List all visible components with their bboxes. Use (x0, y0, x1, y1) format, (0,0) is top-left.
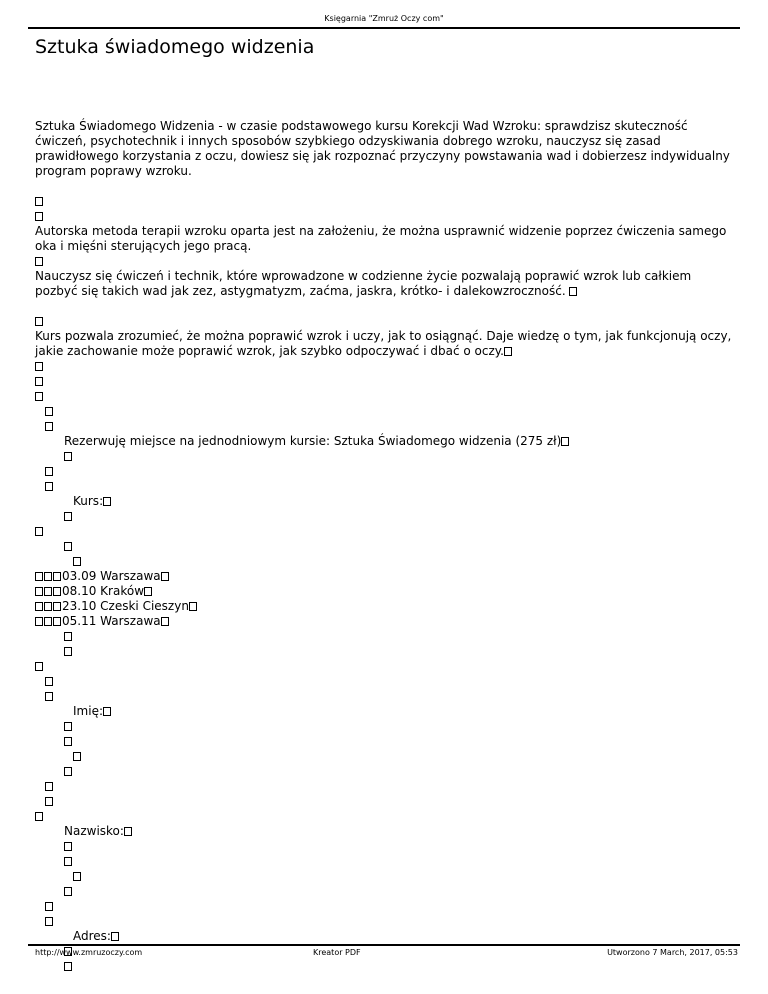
course-paragraph: Kurs pozwala zrozumieć, że można poprawić wzrok i uczy, jak to osiągnąć. Daje wiedzę o tym, jak funkcjonują oczy, jakie zachowanie może poprawić wzrok, jak szybko odpoczywać i dbać o oczy. (35, 329, 732, 358)
intro-paragraph: Sztuka Świadomego Widzenia - w czasie podstawowego kursu Korekcji Wad Wzroku: sprawdzisz skuteczność ćwiczeń, psychotechnik i innych sposobów szybkiego odzyskiwania dobrego wzroku, nauczysz się zasad prawidłowego korzystania z oczu, dowiesz się jak rozpoznać przyczyny powstawania wad i dobierzesz indywidualny program poprawy wzroku. (35, 119, 730, 178)
page-title: Sztuka świadomego widzenia (35, 36, 315, 58)
address-label: Adres: (35, 929, 735, 944)
missing-glyph-box (35, 212, 43, 221)
techniques-paragraph: Nauczysz się ćwiczeń i technik, które wprowadzone w codzienne życie pozwalają poprawić wzrok lub całkiem pozbyć się takich wad jak zez, astygmatyzm, zaćma, jaskra, krótko- i dalekowzroczność. (35, 269, 692, 298)
reservation-line: Rezerwuję miejsce na jednodniowym kursie: Sztuka Świadomego widzenia (275 zł) (35, 434, 735, 449)
header-divider (28, 27, 740, 29)
missing-glyph-box (569, 287, 577, 296)
course-date-option[interactable]: 08.10 Kraków (35, 584, 735, 599)
course-date-option[interactable]: 03.09 Warszawa (35, 569, 735, 584)
missing-glyph-box (35, 197, 43, 206)
footer-generator: Kreator PDF (313, 948, 361, 957)
footer-divider (28, 944, 740, 946)
running-header: Księgarnia "Zmruż Oczy com" (324, 14, 444, 23)
missing-glyph-box (504, 347, 512, 356)
course-date-option[interactable]: 23.10 Czeski Cieszyn (35, 599, 735, 614)
first-name-label: Imię: (35, 704, 735, 719)
missing-glyph-box (35, 317, 43, 326)
method-paragraph: Autorska metoda terapii wzroku oparta jest na założeniu, że można usprawnić widzenie poprzez ćwiczenia samego oka i mięśni sterujących jego pracą. (35, 224, 727, 253)
course-date-option[interactable]: 05.11 Warszawa (35, 614, 735, 629)
course-label: Kurs: (35, 494, 735, 509)
document-body (35, 119, 735, 974)
footer-url-link[interactable]: http://www.zmruzoczy.com (35, 948, 143, 957)
last-name-label: Nazwisko: (35, 824, 735, 839)
missing-glyph-box (35, 257, 43, 266)
footer-created-date: Utworzono 7 March, 2017, 05:53 (607, 948, 738, 957)
